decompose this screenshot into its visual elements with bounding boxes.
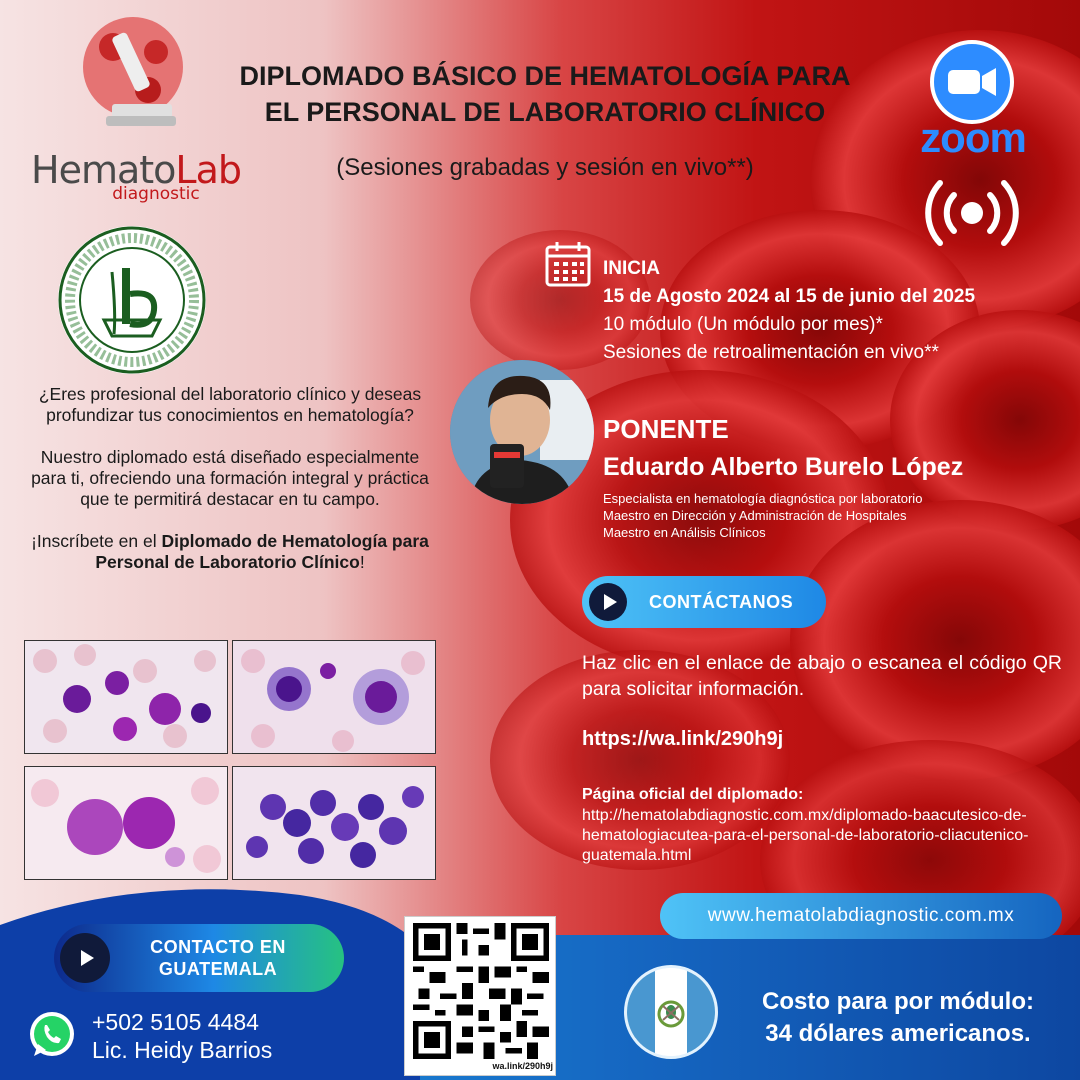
- zoom-logo-text: zoom: [920, 114, 1026, 161]
- official-page-url[interactable]: http://hematolabdiagnostic.com.mx/diplomado-baacutesico-de-hematologiacutea-para-el-personal-de-laboratorio-cliacutenico-guatemala.html: [582, 807, 1029, 864]
- qr-code-icon: [411, 923, 551, 1059]
- intro-description: Nuestro diplomado está diseñado especialmente para ti, ofreciendo una formación integral y práctica que te permitirá destacar en tu campo.: [31, 447, 429, 509]
- contact-person: Lic. Heidy Barrios: [92, 1037, 273, 1063]
- guatemala-contact-button[interactable]: [54, 924, 344, 992]
- brand-subtitle: diagnostic: [112, 184, 200, 204]
- cost-value: 34 dólares americanos.: [765, 1020, 1031, 1047]
- contact-button-label: CONTÁCTANOS: [649, 591, 794, 612]
- whatsapp-icon: [26, 1008, 78, 1060]
- brand-name-part-2: Lab: [175, 148, 241, 192]
- blood-smear-image: [24, 640, 228, 754]
- contact-button[interactable]: [582, 576, 826, 628]
- cost-label: Costo para por módulo:: [762, 988, 1034, 1015]
- event-heading: INICIA: [603, 258, 660, 279]
- play-icon: [60, 933, 110, 983]
- page-title: [200, 58, 890, 130]
- guatemala-contact-label: CONTACTO EN GUATEMALA: [150, 937, 286, 979]
- speaker-credential: Maestro en Análisis Clínicos: [603, 525, 766, 540]
- event-modules: 10 módulo (Un módulo por mes)*: [603, 314, 883, 335]
- live-broadcast-icon: [924, 178, 1020, 248]
- event-schedule: [603, 258, 1073, 370]
- title-line-2: EL PERSONAL DE LABORATORIO CLÍNICO: [264, 97, 826, 127]
- cta-suffix: !: [359, 552, 365, 572]
- website-link[interactable]: www.hematolabdiagnostic.com.mx: [660, 893, 1062, 939]
- speaker-name: Eduardo Alberto Burelo López: [603, 453, 964, 481]
- speaker-credential: Maestro en Dirección y Administración de Hospitales: [603, 508, 907, 523]
- blood-smear-gallery: [24, 640, 438, 882]
- intro-cta: [30, 531, 430, 573]
- title-line-1: DIPLOMADO BÁSICO DE HEMATOLOGÍA PARA: [239, 61, 851, 91]
- brand-name-part-1: Hemato: [31, 148, 176, 192]
- official-page-heading: Página oficial del diplomado:: [582, 786, 804, 803]
- event-sessions: Sesiones de retroalimentación en vivo**: [603, 342, 939, 363]
- cta-prefix: ¡Inscríbete en el: [31, 531, 162, 551]
- speaker-credential: Especialista en hematología diagnóstica por laboratorio: [603, 491, 923, 506]
- calendar-icon: [544, 240, 592, 288]
- event-dates: 15 de Agosto 2024 al 15 de junio del 2025: [603, 286, 976, 307]
- cost-info: [728, 986, 1068, 1050]
- cta-course-name: Diplomado de Hematología para Personal de Laboratorio Clínico: [95, 531, 429, 572]
- page-subtitle: (Sesiones grabadas y sesión en vivo**): [336, 154, 754, 181]
- guatemala-flag-icon: [624, 965, 718, 1059]
- blood-smear-image: [24, 766, 228, 880]
- colegio-farmaceuticos-seal-icon: [56, 224, 208, 376]
- zoom-camera-icon: [930, 40, 1014, 124]
- blood-smear-image: [232, 640, 436, 754]
- guatemala-contact-details: [92, 1008, 272, 1064]
- intro-text: [30, 384, 430, 594]
- speaker-heading: PONENTE: [603, 414, 729, 444]
- qr-code-label: wa.link/290h9j: [492, 1061, 553, 1071]
- speaker-info: [603, 414, 1073, 541]
- qr-code[interactable]: [404, 916, 556, 1076]
- official-page: [582, 786, 1062, 866]
- hematolab-brand: [26, 148, 246, 204]
- speaker-photo: [450, 360, 594, 504]
- contact-info-text: Haz clic en el enlace de abajo o escanea el código QR para solicitar información.: [582, 652, 1062, 700]
- play-icon: [589, 583, 627, 621]
- whatsapp-link[interactable]: https://wa.link/290h9j: [582, 728, 784, 750]
- microscope-logo-icon: [78, 12, 188, 142]
- phone-number: +502 5105 4484: [92, 1009, 259, 1035]
- intro-question: ¿Eres profesional del laboratorio clínico y deseas profundizar tus conocimientos en hematología?: [38, 384, 422, 425]
- blood-smear-image: [232, 766, 436, 880]
